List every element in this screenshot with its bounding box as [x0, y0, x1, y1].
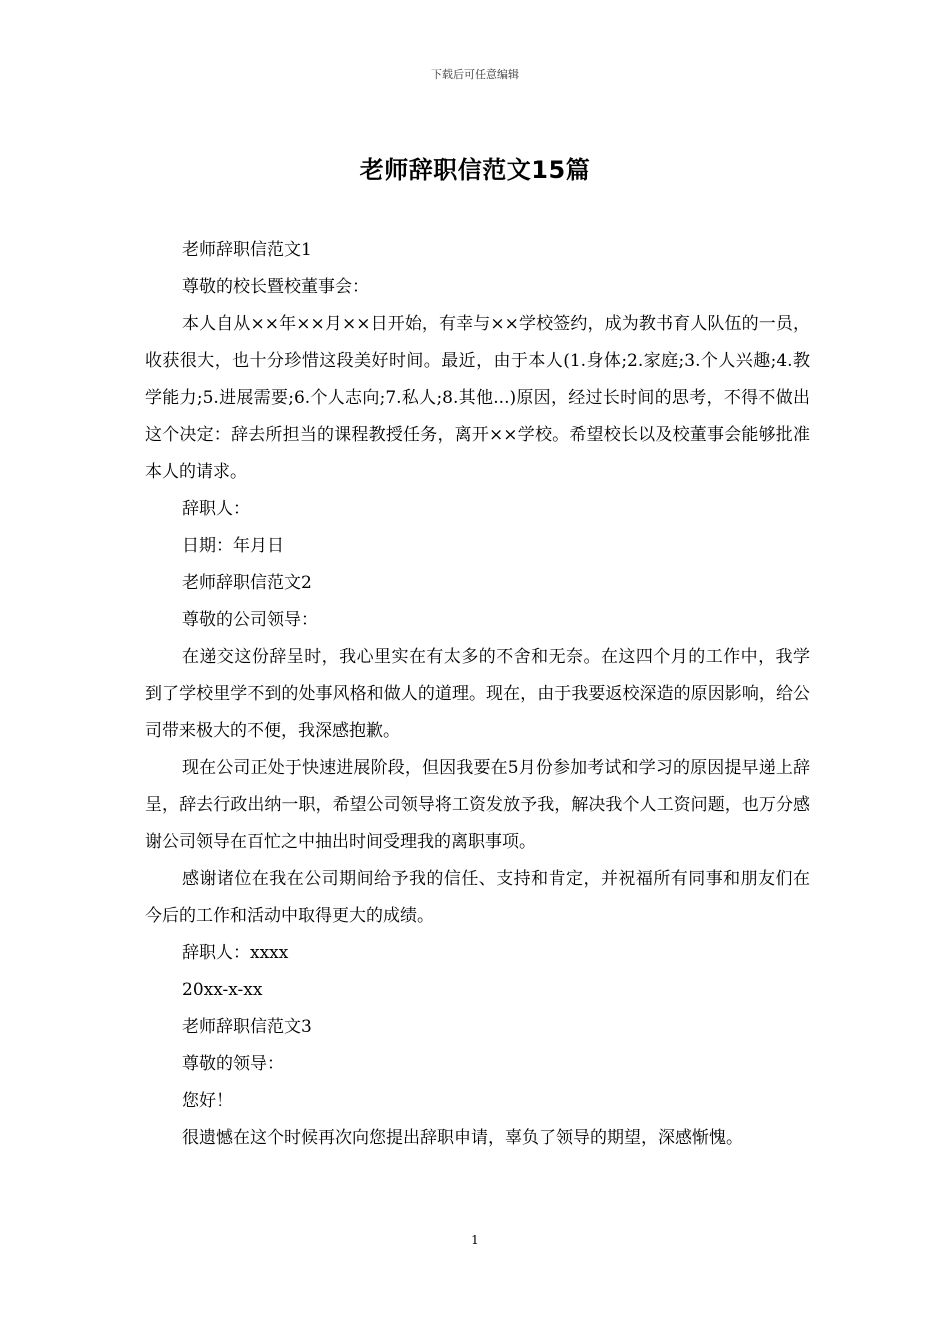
- section-heading: 老师辞职信范文2: [182, 573, 312, 593]
- body-paragraph: 很遗憾在这个时候再次向您提出辞职申请，辜负了领导的期望，深感惭愧。: [182, 1128, 743, 1148]
- document-body: [145, 232, 810, 1157]
- salutation: 尊敬的公司领导：: [182, 610, 318, 630]
- greeting: 您好！: [182, 1091, 233, 1111]
- salutation: 尊敬的领导：: [182, 1054, 284, 1074]
- page-number: 1: [471, 1233, 479, 1247]
- salutation: 尊敬的校长暨校董事会：: [182, 277, 369, 297]
- date-line: 20xx-x-xx: [182, 980, 263, 1000]
- body-paragraph: 现在公司正处于快速进展阶段，但因我要在5月份参加考试和学习的原因提早递上辞呈，辞去行政出纳一职，希望公司领导将工资发放予我，解决我个人工资问题，也万分感谢公司领导在百忙之中抽出时间受理我的离职事项。: [145, 758, 810, 852]
- header-note: 下载后可任意编辑: [431, 68, 519, 81]
- section-heading: 老师辞职信范文1: [182, 240, 312, 260]
- signature-line: 辞职人：xxxx: [182, 943, 289, 963]
- date-line: 日期：年月日: [182, 536, 284, 556]
- document-title: 老师辞职信范文15篇: [359, 156, 591, 184]
- body-paragraph: 在递交这份辞呈时，我心里实在有太多的不舍和无奈。在这四个月的工作中，我学到了学校里学不到的处事风格和做人的道理。现在，由于我要返校深造的原因影响，给公司带来极大的不便，我深感抱歉。: [145, 647, 810, 741]
- section-heading: 老师辞职信范文3: [182, 1017, 312, 1037]
- body-paragraph: 本人自从××年××月××日开始，有幸与××学校签约，成为教书育人队伍的一员，收获很大，也十分珍惜这段美好时间。最近，由于本人(1.身体;2.家庭;3.个人兴趣;4.教学能力;5.进展需要;6.个人志向;7.私人;8.其他...)原因，经过长时间的思考，不得不做出这个决定：辞去所担当的课程教授任务，离开××学校。希望校长以及校董事会能够批准本人的请求。: [145, 314, 810, 482]
- signature-line: 辞职人：: [182, 499, 250, 519]
- body-paragraph: 感谢诸位在我在公司期间给予我的信任、支持和肯定，并祝福所有同事和朋友们在今后的工作和活动中取得更大的成绩。: [145, 869, 810, 926]
